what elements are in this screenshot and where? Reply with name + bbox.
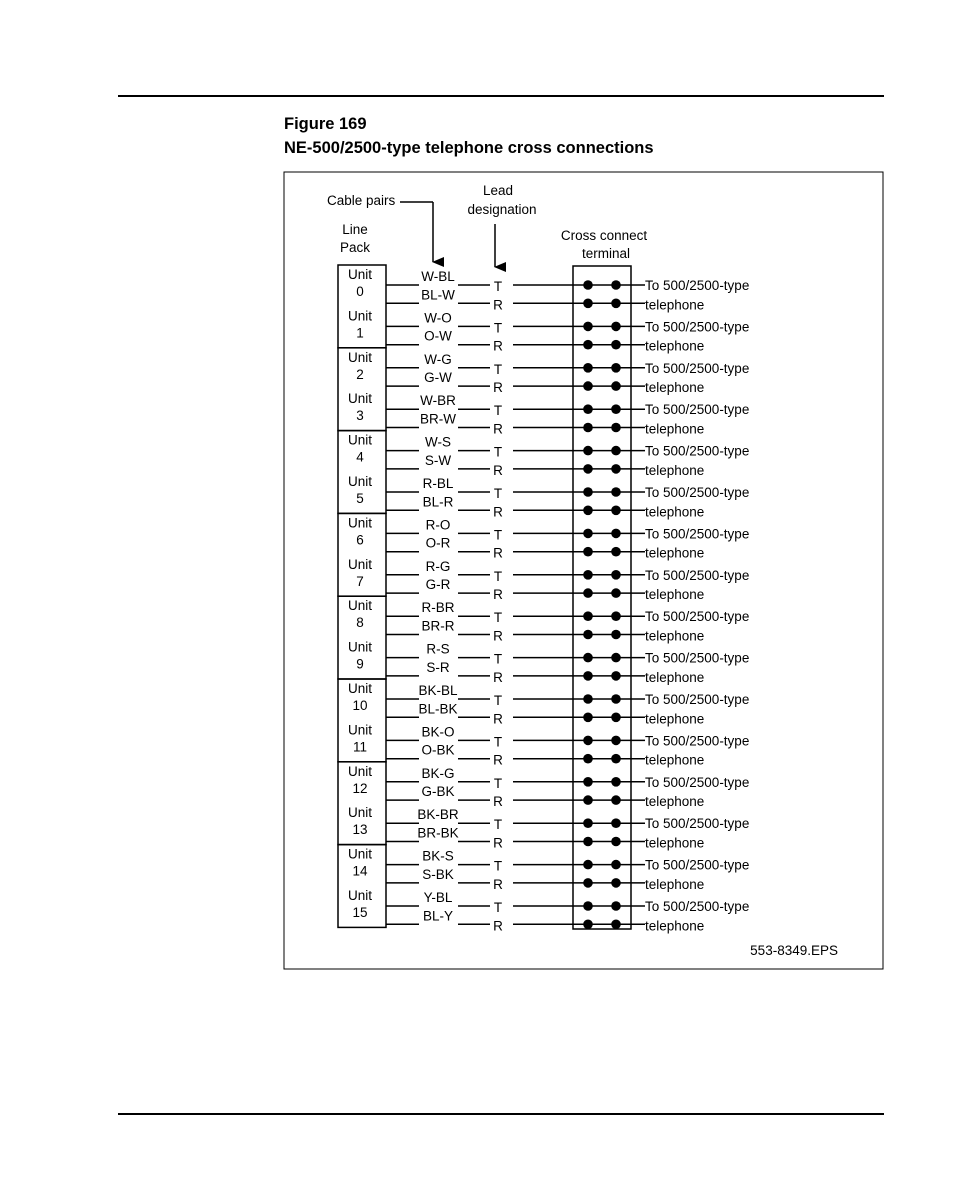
- cable-pair-ring-label: S-W: [424, 452, 452, 468]
- terminal-post: [583, 736, 593, 746]
- cable-pair-ring-label: G-R: [425, 577, 451, 593]
- terminal-post: [611, 464, 621, 474]
- cable-pair-ring-label: G-BK: [421, 784, 455, 800]
- cross-connect-terminal: [573, 266, 631, 929]
- destination-line-2: telephone: [645, 338, 705, 354]
- terminal-post: [611, 570, 621, 580]
- lead-ring-label: R: [493, 545, 503, 561]
- cable-pair-tip-label: R-S: [426, 641, 450, 657]
- terminal-post: [611, 777, 621, 787]
- unit-number-label: 10: [352, 698, 368, 713]
- terminal-post: [583, 653, 593, 663]
- lead-tip-label: T: [493, 817, 503, 833]
- unit-word-label: Unit: [347, 888, 373, 903]
- destination-line-2: telephone: [645, 297, 705, 313]
- cable-pair-ring-label: O-BK: [421, 742, 455, 758]
- terminal-post: [611, 878, 621, 888]
- lead-ring-label: R: [493, 711, 503, 727]
- terminal-post: [583, 860, 593, 870]
- terminal-post: [583, 506, 593, 516]
- cable-pair-tip-label: BK-O: [421, 724, 455, 740]
- terminal-post: [611, 363, 621, 373]
- terminal-post: [583, 322, 593, 332]
- terminal-post: [583, 547, 593, 557]
- figure-number: Figure 169: [284, 115, 367, 133]
- figure-title: NE-500/2500-type telephone cross connections: [284, 139, 654, 157]
- terminal-post: [583, 777, 593, 787]
- unit-number-label: 11: [352, 739, 368, 755]
- unit-word-label: Unit: [347, 556, 373, 572]
- terminal-post: [583, 381, 593, 391]
- unit-number-label: 1: [356, 325, 364, 341]
- lead-ring-label: R: [493, 421, 503, 437]
- cable-pair-ring-label: G-W: [424, 370, 452, 386]
- unit-number-label: 3: [356, 408, 364, 424]
- lead-tip-label: T: [493, 486, 503, 501]
- cable-pair-ring-label: BL-BK: [418, 701, 458, 717]
- destination-line-2: telephone: [645, 918, 705, 934]
- lead-ring-label: R: [493, 297, 503, 313]
- destination-line-1: To 500/2500-type: [645, 774, 750, 790]
- terminal-post: [583, 901, 593, 911]
- lead-ring-label: R: [493, 338, 503, 354]
- terminal-post: [611, 322, 621, 332]
- lead-tip-label: T: [493, 403, 503, 419]
- lead-tip-label: T: [493, 775, 503, 791]
- destination-line-1: To 500/2500-type: [645, 319, 750, 335]
- terminal-post: [611, 487, 621, 497]
- cable-pair-tip-label: BK-BL: [418, 683, 458, 698]
- terminal-post: [611, 920, 621, 930]
- destination-line-1: To 500/2500-type: [645, 526, 750, 542]
- terminal-post: [611, 694, 621, 704]
- terminal-post: [583, 630, 593, 640]
- terminal-post: [611, 340, 621, 350]
- unit-word-label: Unit: [347, 722, 373, 738]
- terminal-post: [583, 423, 593, 433]
- cable-pair-tip-label: BK-G: [421, 765, 455, 781]
- terminal-post: [611, 860, 621, 870]
- destination-line-2: telephone: [645, 462, 705, 478]
- unit-word-label: Unit: [347, 432, 373, 448]
- lead-tip-label: T: [493, 900, 503, 915]
- cable-pair-tip-label: BK-BR: [417, 807, 459, 823]
- unit-word-label: Unit: [347, 681, 373, 696]
- line-pack-group: [338, 265, 386, 927]
- destination-line-1: To 500/2500-type: [645, 443, 750, 459]
- destination-line-1: To 500/2500-type: [645, 485, 750, 500]
- unit-word-label: Unit: [347, 639, 373, 655]
- terminal-post: [611, 547, 621, 557]
- terminal-post: [611, 630, 621, 640]
- terminal-post: [583, 487, 593, 497]
- terminal-post: [611, 736, 621, 746]
- unit-word-label: Unit: [347, 308, 373, 324]
- terminal-post: [583, 754, 593, 764]
- unit-number-label: 4: [356, 449, 364, 465]
- cross-connect-label-1: Cross connect: [560, 228, 648, 243]
- terminal-post: [611, 506, 621, 516]
- terminal-post: [583, 363, 593, 373]
- destination-line-1: To 500/2500-type: [645, 567, 750, 583]
- cable-pairs-label: Cable pairs: [327, 193, 396, 208]
- unit-number-label: 13: [352, 822, 368, 838]
- cable-pair-ring-label: O-R: [425, 535, 451, 551]
- terminal-post: [583, 280, 593, 290]
- unit-word-label: Unit: [347, 515, 373, 531]
- lead-tip-label: T: [493, 320, 503, 336]
- terminal-post: [583, 340, 593, 350]
- cable-pair-ring-label: S-BK: [422, 866, 454, 882]
- lead-tip-label: T: [493, 361, 503, 377]
- destination-line-2: telephone: [645, 876, 705, 892]
- terminal-post: [611, 671, 621, 681]
- lead-ring-label: R: [493, 669, 503, 685]
- lead-tip-label: T: [493, 568, 503, 584]
- unit-number-label: 14: [352, 863, 368, 879]
- destination-line-2: telephone: [645, 545, 705, 561]
- wire-rows-group: [386, 269, 749, 933]
- cable-pair-ring-label: BR-BK: [417, 825, 459, 841]
- lead-tip-label: T: [493, 527, 503, 543]
- unit-word-label: Unit: [347, 846, 373, 862]
- lead-tip-label: T: [493, 279, 503, 294]
- unit-word-label: Unit: [347, 349, 373, 365]
- cable-pair-tip-label: R-BR: [421, 600, 455, 616]
- terminal-post: [611, 818, 621, 828]
- destination-line-1: To 500/2500-type: [645, 692, 750, 707]
- destination-line-1: To 500/2500-type: [645, 857, 750, 873]
- cable-pair-tip-label: W-G: [424, 351, 452, 367]
- terminal-post: [611, 611, 621, 621]
- unit-word-label: Unit: [347, 474, 373, 489]
- cable-pair-tip-label: W-BL: [421, 269, 455, 284]
- destination-line-2: telephone: [645, 835, 705, 851]
- destination-line-2: telephone: [645, 752, 705, 768]
- terminal-post: [583, 713, 593, 723]
- cable-pair-ring-label: BL-Y: [422, 908, 454, 924]
- destination-line-2: telephone: [645, 669, 705, 685]
- line-pack-label-2: Pack: [339, 240, 371, 255]
- destination-line-1: To 500/2500-type: [645, 899, 750, 914]
- lead-tip-label: T: [493, 610, 503, 626]
- terminal-post: [611, 713, 621, 723]
- lead-designation-label-2: designation: [467, 202, 537, 217]
- unit-number-label: 6: [356, 532, 364, 548]
- destination-line-1: To 500/2500-type: [645, 733, 750, 749]
- terminal-post: [583, 611, 593, 621]
- destination-line-1: To 500/2500-type: [645, 278, 750, 293]
- destination-line-2: telephone: [645, 587, 705, 603]
- lead-ring-label: R: [493, 752, 503, 768]
- destination-line-2: telephone: [645, 711, 705, 727]
- terminal-post: [611, 381, 621, 391]
- lead-ring-label: R: [493, 380, 503, 396]
- unit-number-label: 15: [352, 905, 368, 920]
- bottom-rule: [118, 1113, 884, 1115]
- terminal-post: [611, 754, 621, 764]
- unit-number-label: 12: [352, 780, 368, 796]
- destination-line-2: telephone: [645, 380, 705, 396]
- terminal-post: [583, 694, 593, 704]
- destination-line-2: telephone: [645, 504, 705, 520]
- terminal-post: [611, 837, 621, 847]
- figure-frame: [284, 172, 883, 969]
- unit-number-label: 2: [356, 366, 364, 382]
- terminal-post: [583, 671, 593, 681]
- destination-line-2: telephone: [645, 628, 705, 644]
- cable-pair-ring-label: BR-R: [421, 618, 455, 634]
- terminal-post: [583, 588, 593, 598]
- cable-pair-ring-label: O-W: [424, 328, 452, 344]
- unit-number-label: 5: [356, 491, 364, 506]
- lead-ring-label: R: [493, 876, 503, 892]
- cable-pair-tip-label: R-BL: [422, 476, 454, 491]
- terminal-post: [583, 570, 593, 580]
- terminal-post: [611, 404, 621, 414]
- terminal-post: [611, 901, 621, 911]
- terminal-post: [611, 795, 621, 805]
- file-id-label: 553-8349.EPS: [750, 943, 838, 958]
- lead-ring-label: R: [493, 835, 503, 851]
- terminal-post: [611, 446, 621, 456]
- terminal-post: [611, 529, 621, 539]
- unit-word-label: Unit: [347, 598, 373, 614]
- cable-pair-ring-label: S-R: [426, 659, 450, 675]
- terminal-post: [583, 446, 593, 456]
- lead-ring-label: R: [493, 504, 503, 520]
- unit-number-label: 0: [356, 284, 364, 299]
- cable-pair-ring-label: BL-W: [421, 287, 455, 303]
- destination-line-2: telephone: [645, 421, 705, 437]
- terminal-post: [611, 299, 621, 309]
- terminal-post: [583, 464, 593, 474]
- cable-pair-tip-label: W-BR: [420, 393, 456, 409]
- terminal-post: [583, 837, 593, 847]
- cable-pair-tip-label: R-G: [425, 558, 451, 574]
- cable-pair-ring-label: BR-W: [420, 411, 456, 427]
- terminal-post: [611, 588, 621, 598]
- lead-ring-label: R: [493, 628, 503, 644]
- lead-tip-label: T: [493, 734, 503, 750]
- terminal-post: [611, 653, 621, 663]
- destination-line-1: To 500/2500-type: [645, 402, 750, 418]
- cable-pair-tip-label: R-O: [425, 517, 451, 533]
- destination-line-1: To 500/2500-type: [645, 650, 750, 666]
- destination-line-2: telephone: [645, 794, 705, 810]
- lead-tip-label: T: [493, 444, 503, 460]
- terminal-post: [583, 818, 593, 828]
- destination-line-1: To 500/2500-type: [645, 816, 750, 832]
- lead-ring-label: R: [493, 918, 503, 934]
- destination-line-1: To 500/2500-type: [645, 609, 750, 625]
- lead-ring-label: R: [493, 794, 503, 810]
- cross-connect-label-2: terminal: [581, 246, 631, 261]
- lead-designation-label-1: Lead: [482, 183, 514, 198]
- cable-pair-tip-label: BK-S: [422, 848, 454, 864]
- unit-word-label: Unit: [347, 805, 373, 821]
- lead-ring-label: R: [493, 587, 503, 603]
- unit-number-label: 9: [356, 656, 364, 672]
- cable-pair-tip-label: W-O: [424, 310, 452, 326]
- lead-tip-label: T: [493, 693, 503, 708]
- terminal-post: [583, 529, 593, 539]
- terminal-post: [611, 280, 621, 290]
- lead-tip-label: T: [493, 858, 503, 874]
- line-pack-label-1: Line: [342, 222, 368, 237]
- unit-number-label: 8: [356, 615, 364, 631]
- terminal-post: [583, 404, 593, 414]
- lead-ring-label: R: [493, 462, 503, 478]
- cable-pair-ring-label: BL-R: [422, 494, 454, 510]
- terminal-post: [583, 920, 593, 930]
- cable-pair-tip-label: Y-BL: [423, 890, 453, 905]
- unit-word-label: Unit: [347, 391, 373, 407]
- unit-word-label: Unit: [347, 763, 373, 779]
- destination-line-1: To 500/2500-type: [645, 360, 750, 376]
- unit-number-label: 7: [356, 573, 364, 589]
- terminal-post: [583, 878, 593, 888]
- terminal-post: [583, 299, 593, 309]
- unit-word-label: Unit: [347, 267, 373, 282]
- terminal-post: [583, 795, 593, 805]
- lead-tip-label: T: [493, 651, 503, 667]
- cable-pair-tip-label: W-S: [425, 434, 451, 450]
- terminal-post: [611, 423, 621, 433]
